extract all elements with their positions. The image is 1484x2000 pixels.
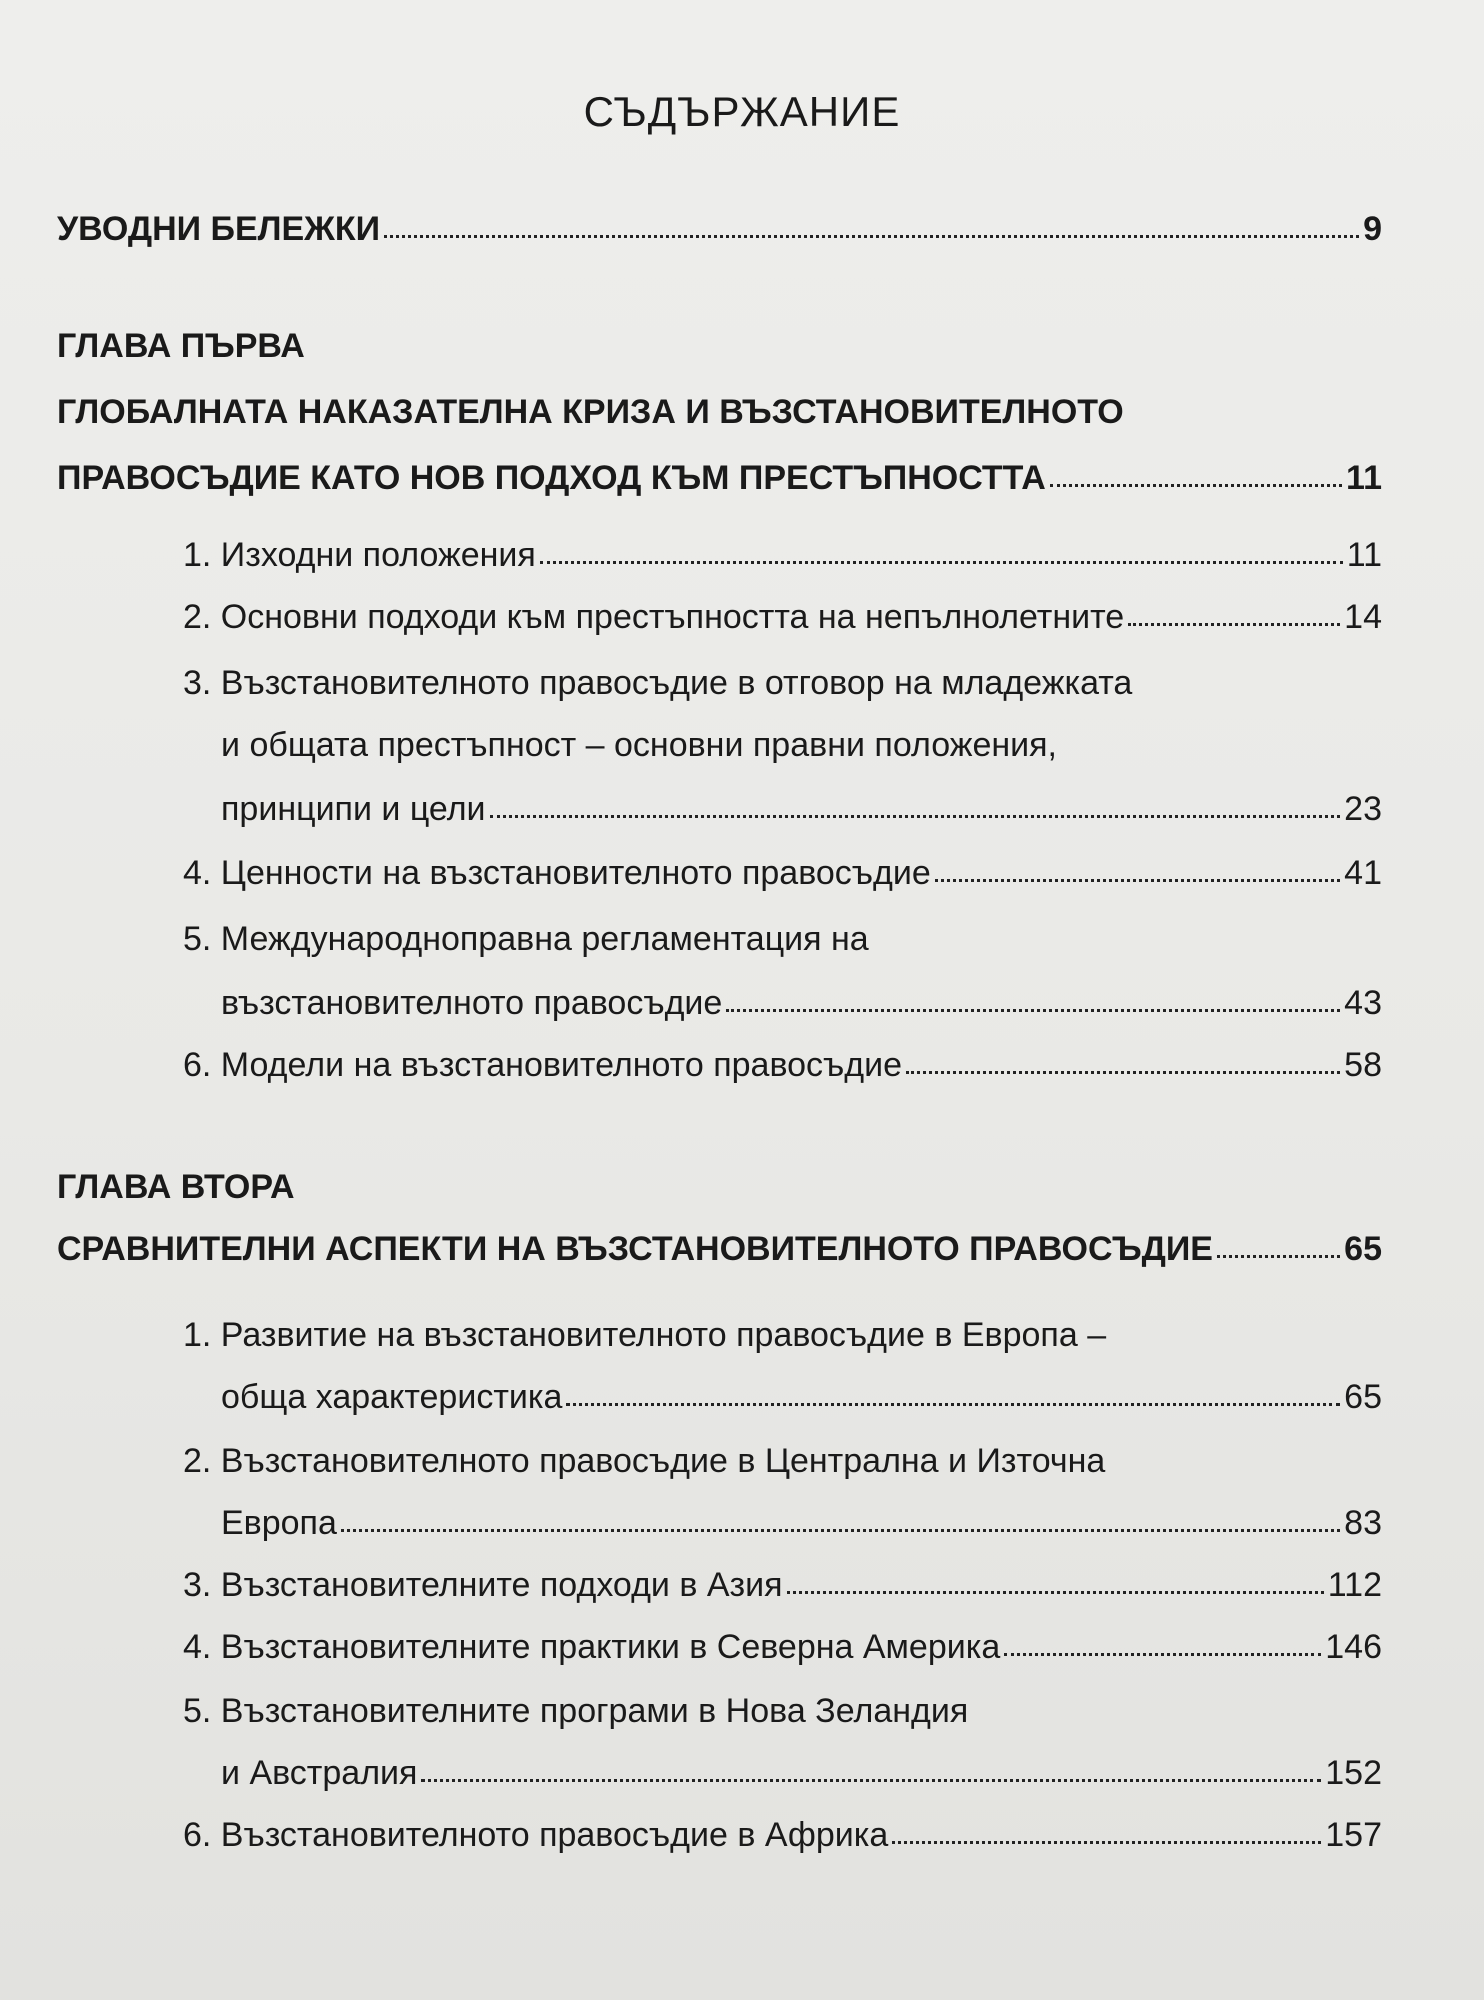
toc-page-number: 65 [1344, 1378, 1382, 1416]
toc-page-number: 146 [1325, 1628, 1382, 1666]
leader-dots [540, 561, 1343, 564]
section-label: 6. Модели на възстановителното правосъдие [183, 1046, 903, 1084]
toc-page-number: 112 [1327, 1566, 1382, 1604]
section-1-3-line-1: 3. Възстановителното правосъдие в отговор на младежката [183, 664, 1133, 702]
chapter-1-label: ГЛАВА ПЪРВА [57, 327, 305, 365]
leader-dots [490, 815, 1341, 818]
leader-dots [1217, 1255, 1340, 1258]
section-label: 1. Изходни положения [183, 536, 536, 574]
leader-dots [341, 1529, 1340, 1532]
toc-page-number: 14 [1344, 598, 1382, 636]
toc-page-number: 43 [1344, 984, 1382, 1022]
toc-section-2-1[interactable] [221, 1378, 1382, 1417]
chapter-2-label: ГЛАВА ВТОРА [57, 1168, 295, 1206]
leader-dots [566, 1403, 1340, 1406]
leader-dots [726, 1009, 1340, 1012]
section-label: 4. Ценности на възстановителното правосъдие [183, 854, 931, 892]
chapter-1-title-entry[interactable] [57, 459, 1382, 498]
toc-section-2-2[interactable] [221, 1504, 1382, 1543]
toc-section-2-4[interactable] [183, 1628, 1382, 1667]
toc-section-1-2[interactable] [183, 598, 1382, 637]
leader-dots [384, 235, 1359, 238]
leader-dots [787, 1591, 1324, 1594]
toc-page-number: 41 [1344, 854, 1382, 892]
toc-page-number: 11 [1346, 536, 1382, 574]
leader-dots [935, 879, 1340, 882]
toc-page-number: 157 [1325, 1816, 1382, 1854]
toc-entry-intro[interactable] [57, 210, 1382, 249]
toc-section-2-6[interactable] [183, 1816, 1382, 1855]
section-label: възстановителното правосъдие [221, 984, 723, 1022]
section-2-2-line-1: 2. Възстановителното правосъдие в Централна и Източна [183, 1442, 1106, 1480]
leader-dots [1128, 623, 1340, 626]
toc-section-2-3[interactable] [183, 1566, 1382, 1605]
leader-dots [1004, 1653, 1321, 1656]
toc-page-number: 152 [1325, 1754, 1382, 1792]
section-label: 3. Възстановителните подходи в Азия [183, 1566, 783, 1604]
section-label: принципи и цели [221, 790, 486, 828]
toc-section-1-5[interactable] [221, 984, 1382, 1023]
toc-page-number: 11 [1346, 459, 1382, 497]
section-1-5-line-1: 5. Международноправна регламентация на [183, 920, 869, 958]
chapter-2-title-entry[interactable] [57, 1230, 1382, 1269]
section-label: Европа [221, 1504, 337, 1542]
toc-page-number: 23 [1344, 790, 1382, 828]
chapter-1-title-line-1: ГЛОБАЛНАТА НАКАЗАТЕЛНА КРИЗА И ВЪЗСТАНОВИТЕЛНОТО [57, 393, 1124, 431]
chapter-1-title-line-2: ПРАВОСЪДИЕ КАТО НОВ ПОДХОД КЪМ ПРЕСТЪПНОСТТА [57, 459, 1046, 497]
chapter-2-title: СРАВНИТЕЛНИ АСПЕКТИ НА ВЪЗСТАНОВИТЕЛНОТО ПРАВОСЪДИЕ [57, 1230, 1213, 1268]
page-title: СЪДЪРЖАНИЕ [583, 88, 901, 135]
toc-page-number: 65 [1344, 1230, 1382, 1268]
section-label: обща характеристика [221, 1378, 563, 1416]
section-label: и Австралия [221, 1754, 418, 1792]
section-label: 2. Основни подходи към престъпността на непълнолетните [183, 598, 1125, 636]
section-2-1-line-1: 1. Развитие на възстановителното правосъдие в Европа – [183, 1316, 1107, 1354]
leader-dots [906, 1071, 1340, 1074]
toc-section-1-4[interactable] [183, 854, 1382, 893]
toc-page-number: 83 [1344, 1504, 1382, 1542]
section-label: 6. Възстановителното правосъдие в Африка [183, 1816, 889, 1854]
section-label: 4. Възстановителните практики в Северна Америка [183, 1628, 1001, 1666]
toc-section-2-5[interactable] [221, 1754, 1382, 1793]
leader-dots [892, 1841, 1321, 1844]
toc-page-number: 58 [1344, 1046, 1382, 1084]
leader-dots [421, 1779, 1321, 1782]
section-1-3-line-2: и общата престъпност – основни правни положения, [221, 726, 1058, 764]
section-2-5-line-1: 5. Възстановителните програми в Нова Зеландия [183, 1692, 969, 1730]
toc-section-1-6[interactable] [183, 1046, 1382, 1085]
toc-page-number: 9 [1363, 210, 1382, 248]
toc-section-1-3[interactable] [221, 790, 1382, 829]
toc-section-1-1[interactable] [183, 536, 1382, 575]
toc-entry-label: УВОДНИ БЕЛЕЖКИ [57, 210, 381, 248]
leader-dots [1050, 484, 1342, 487]
